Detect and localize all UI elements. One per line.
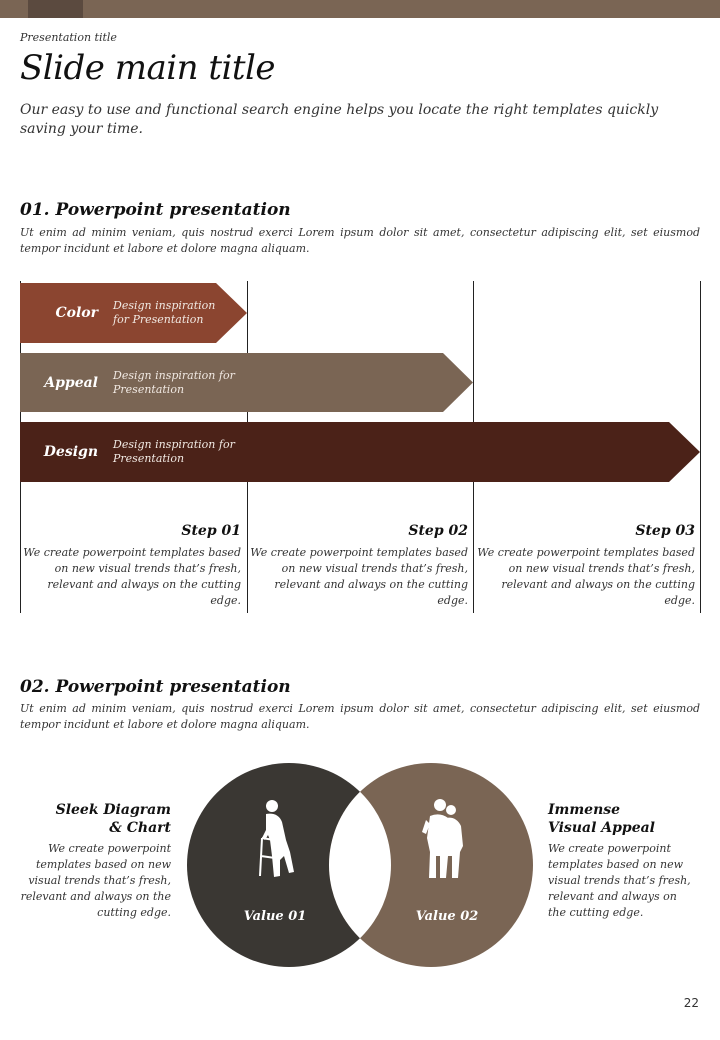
top-bar-accent xyxy=(28,0,83,18)
slide-main-title: Slide main title xyxy=(20,48,276,88)
section1-text: Ut enim ad minim veniam, quis nostrud exerci Lorem ipsum dolor sit amet, consectetur adipiscing elit, set eiusmod tempor incidunt et labore et dolore magna aliquam. xyxy=(20,226,700,255)
arrow-design xyxy=(20,422,700,482)
arrow-description: Design inspiration for Presentation xyxy=(113,368,235,396)
left-feature-title: Sleek Diagram & Chart xyxy=(55,802,171,836)
section2-text: Ut enim ad minim veniam, quis nostrud exerci Lorem ipsum dolor sit amet, consectetur adipiscing elit, set eiusmod tempor incidunt et labore et dolore magna aliquam. xyxy=(20,702,700,731)
presentation-title: Presentation title xyxy=(20,31,117,44)
right-feature-text: We create powerpoint templates based on new visual trends that’s fresh, relevant and always on the cutting edge. xyxy=(548,842,691,919)
section1-title: 01. Powerpoint presentation xyxy=(20,200,291,220)
step-text: We create powerpoint templates based on new visual trends that’s fresh, relevant and always on the cutting edge. xyxy=(23,546,241,607)
arrow-description: Design inspiration for Presentation xyxy=(113,299,216,326)
step-text: We create powerpoint templates based on new visual trends that’s fresh, relevant and always on the cutting edge. xyxy=(250,546,468,607)
arrow-description: Design inspiration for Presentation xyxy=(113,438,235,465)
slide-subtitle: Our easy to use and functional search engine helps you locate the right templates quickly saving your time. xyxy=(20,102,659,137)
venn-label-right: Value 02 xyxy=(415,909,479,924)
step-title: Step 01 xyxy=(181,523,241,539)
step-02 xyxy=(248,523,468,609)
arrow-label: Appeal xyxy=(44,374,98,391)
step-01 xyxy=(21,523,241,609)
page-number: 22 xyxy=(683,996,699,1010)
arrow-appeal xyxy=(20,353,473,412)
arrow-color xyxy=(20,283,247,343)
left-feature xyxy=(20,801,171,921)
right-feature-title: Immense Visual Appeal xyxy=(548,802,655,836)
left-feature-text: We create powerpoint templates based on new visual trends that’s fresh, relevant and always on the cutting edge. xyxy=(20,842,171,919)
top-bar xyxy=(0,0,720,18)
right-feature xyxy=(548,801,698,921)
step-text: We create powerpoint templates based on new visual trends that’s fresh, relevant and always on the cutting edge. xyxy=(477,546,695,607)
step-title: Step 03 xyxy=(635,523,695,539)
arrow-label: Design xyxy=(43,444,98,460)
step-title: Step 02 xyxy=(408,523,468,539)
venn-diagram xyxy=(186,760,536,970)
section2-title: 02. Powerpoint presentation xyxy=(20,677,291,697)
step-03 xyxy=(475,523,695,609)
timeline-divider xyxy=(700,281,701,613)
venn-label-left: Value 01 xyxy=(243,909,307,924)
arrow-label: Color xyxy=(55,305,98,321)
